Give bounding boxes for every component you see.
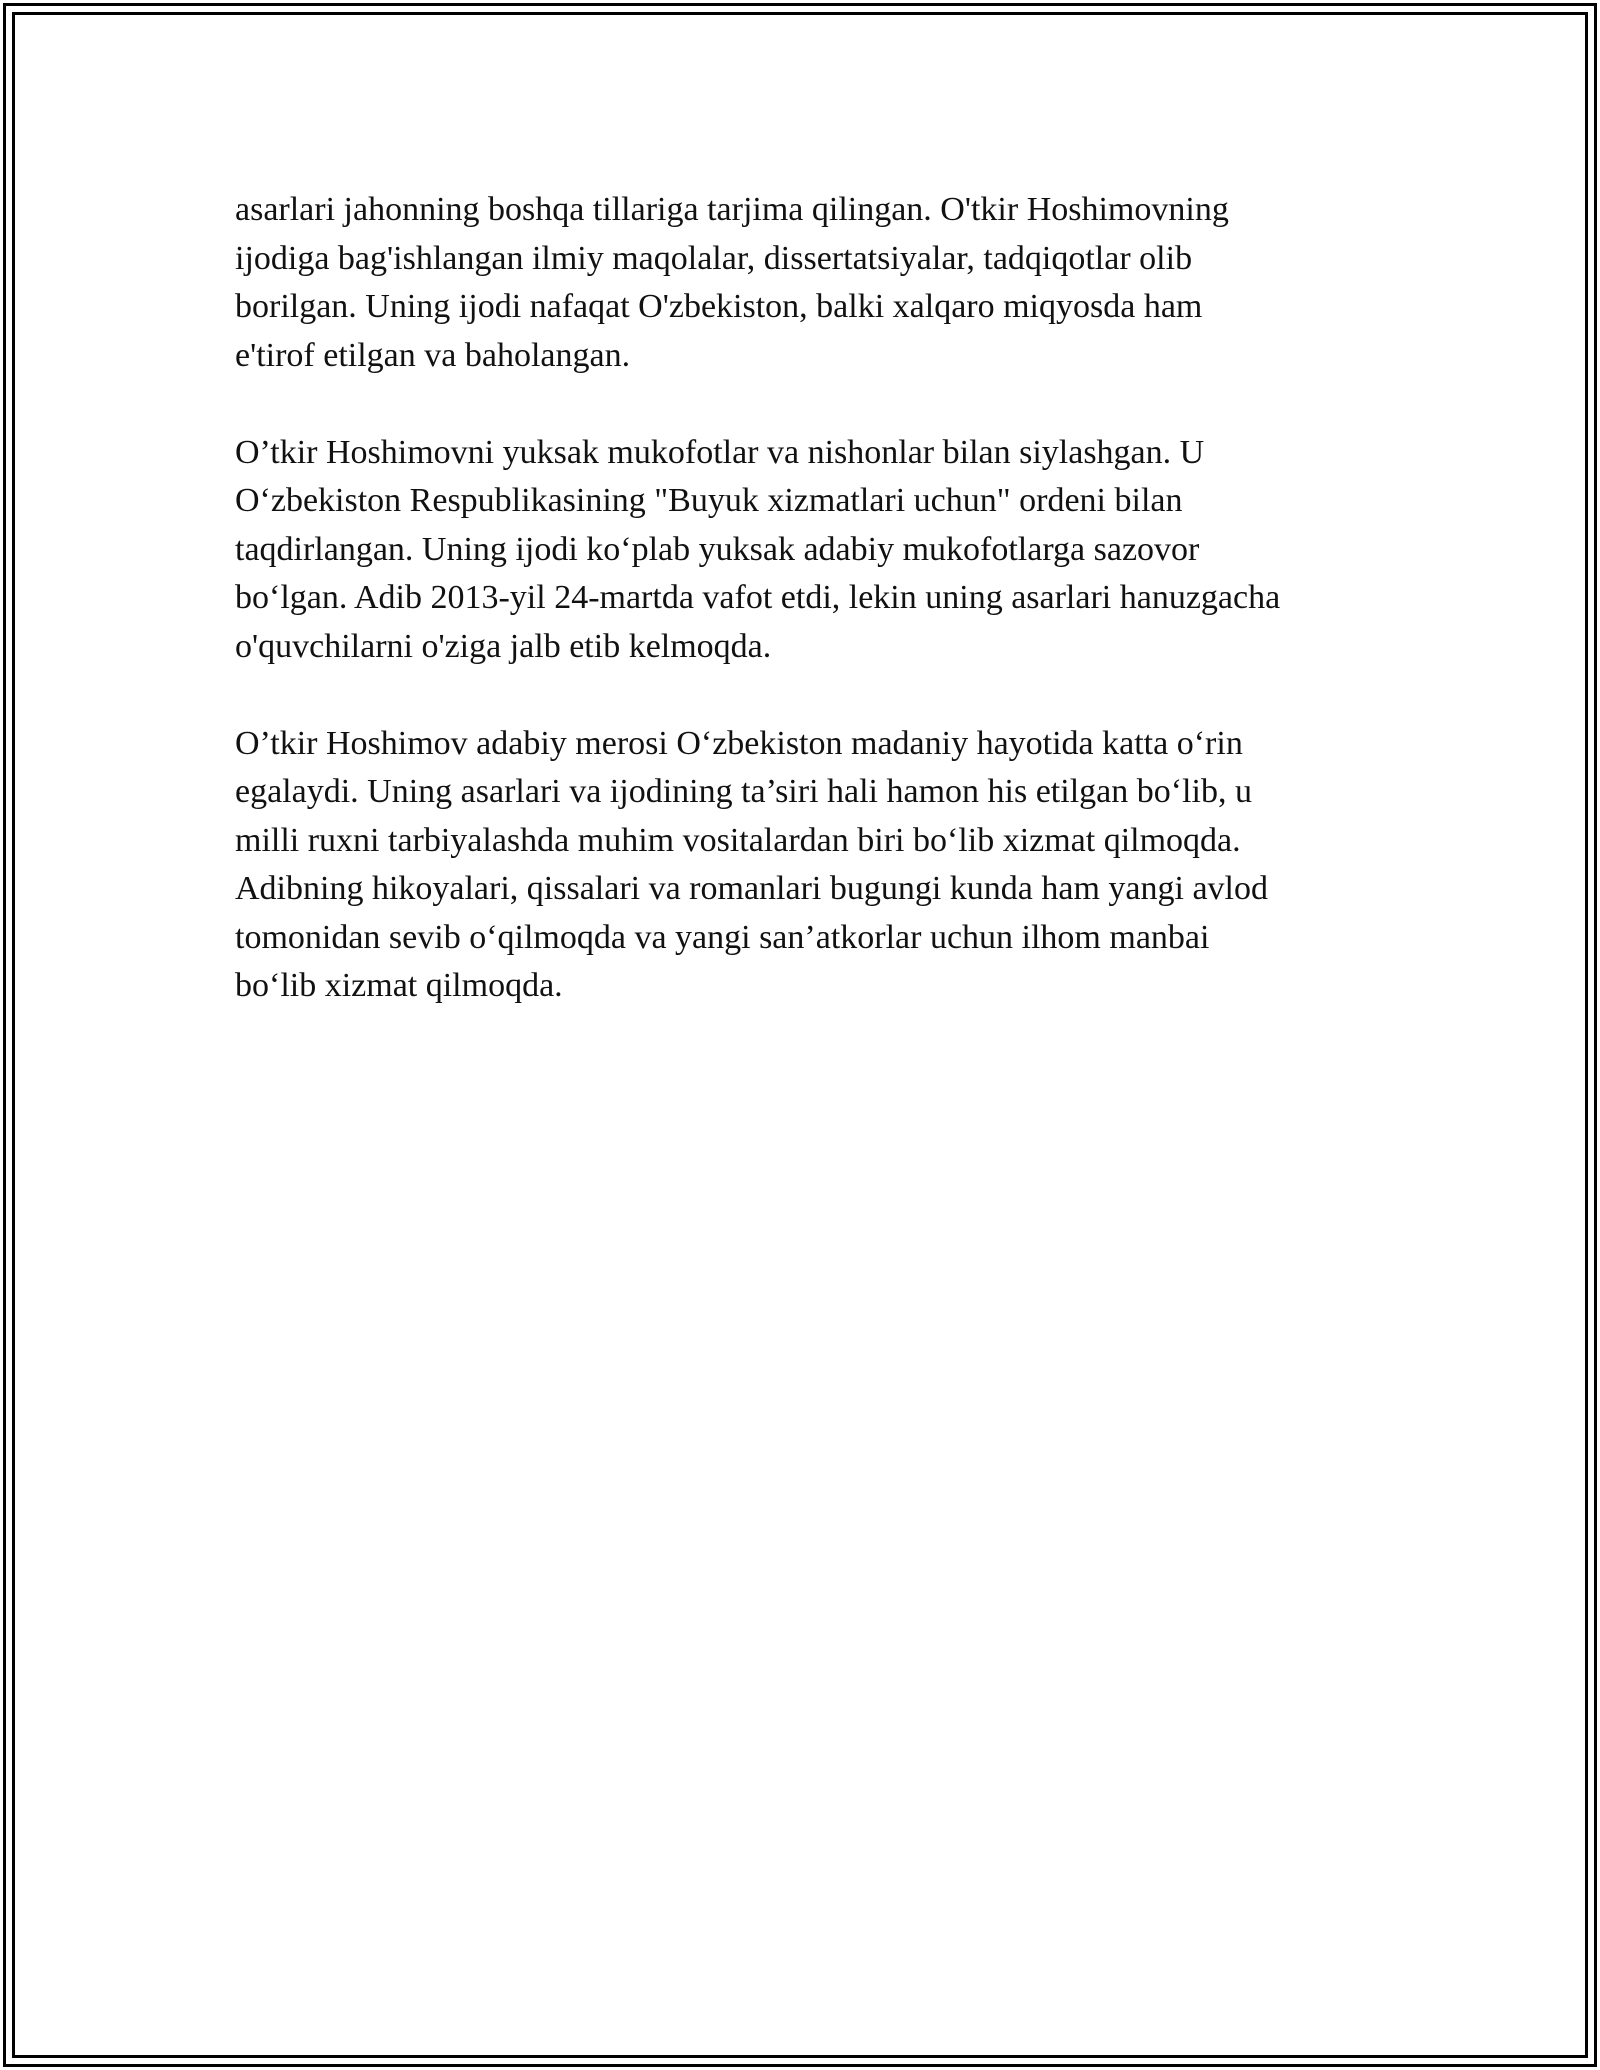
text-line: Adibning hikoyalari, qissalari va romanlari bugungi kunda ham yangi avlod xyxy=(235,870,1268,907)
text-line: O’tkir Hoshimov adabiy merosi O‘zbekiston madaniy hayotida katta o‘rin xyxy=(235,724,1243,762)
text-line: asarlari jahonning boshqa tillariga tarjima qilingan. O'tkir Hoshimovning xyxy=(235,191,1229,228)
text-line: tomonidan sevib o‘qilmoqda va yangi san’atkorlar uchun ilhom manbai xyxy=(235,918,1210,956)
text-line: O‘zbekiston Respublikasining "Buyuk xizmatlari uchun" ordeni bilan xyxy=(235,482,1183,519)
paragraph-2 xyxy=(235,429,1415,672)
paragraph-3 xyxy=(235,720,1415,1011)
paragraph-1 xyxy=(235,186,1415,380)
text-line: egalaydi. Uning asarlari va ijodining ta’siri hali hamon his etilgan bo‘lib, u xyxy=(235,773,1252,810)
text-line: O’tkir Hoshimovni yuksak mukofotlar va nishonlar bilan siylashgan. U xyxy=(235,433,1205,471)
text-line: o'quvchilarni o'ziga jalb etib kelmoqda. xyxy=(235,627,772,665)
text-line: bo‘lib xizmat qilmoqda. xyxy=(235,967,563,1004)
text-line: ijodiga bag'ishlangan ilmiy maqolalar, dissertatsiyalar, tadqiqotlar olib xyxy=(235,239,1193,277)
document-body xyxy=(235,186,1415,1059)
text-line: borilgan. Uning ijodi nafaqat O'zbekiston, balki xalqaro miqyosda ham xyxy=(235,288,1203,325)
text-line: bo‘lgan. Adib 2013-yil 24-martda vafot etdi, lekin uning asarlari hanuzgacha xyxy=(235,579,1281,616)
text-line: taqdirlangan. Uning ijodi ko‘plab yuksak adabiy mukofotlarga sazovor xyxy=(235,530,1200,568)
text-line: e'tirof etilgan va baholangan. xyxy=(235,336,631,374)
text-line: milli ruxni tarbiyalashda muhim vositalardan biri bo‘lib xizmat qilmoqda. xyxy=(235,821,1241,859)
